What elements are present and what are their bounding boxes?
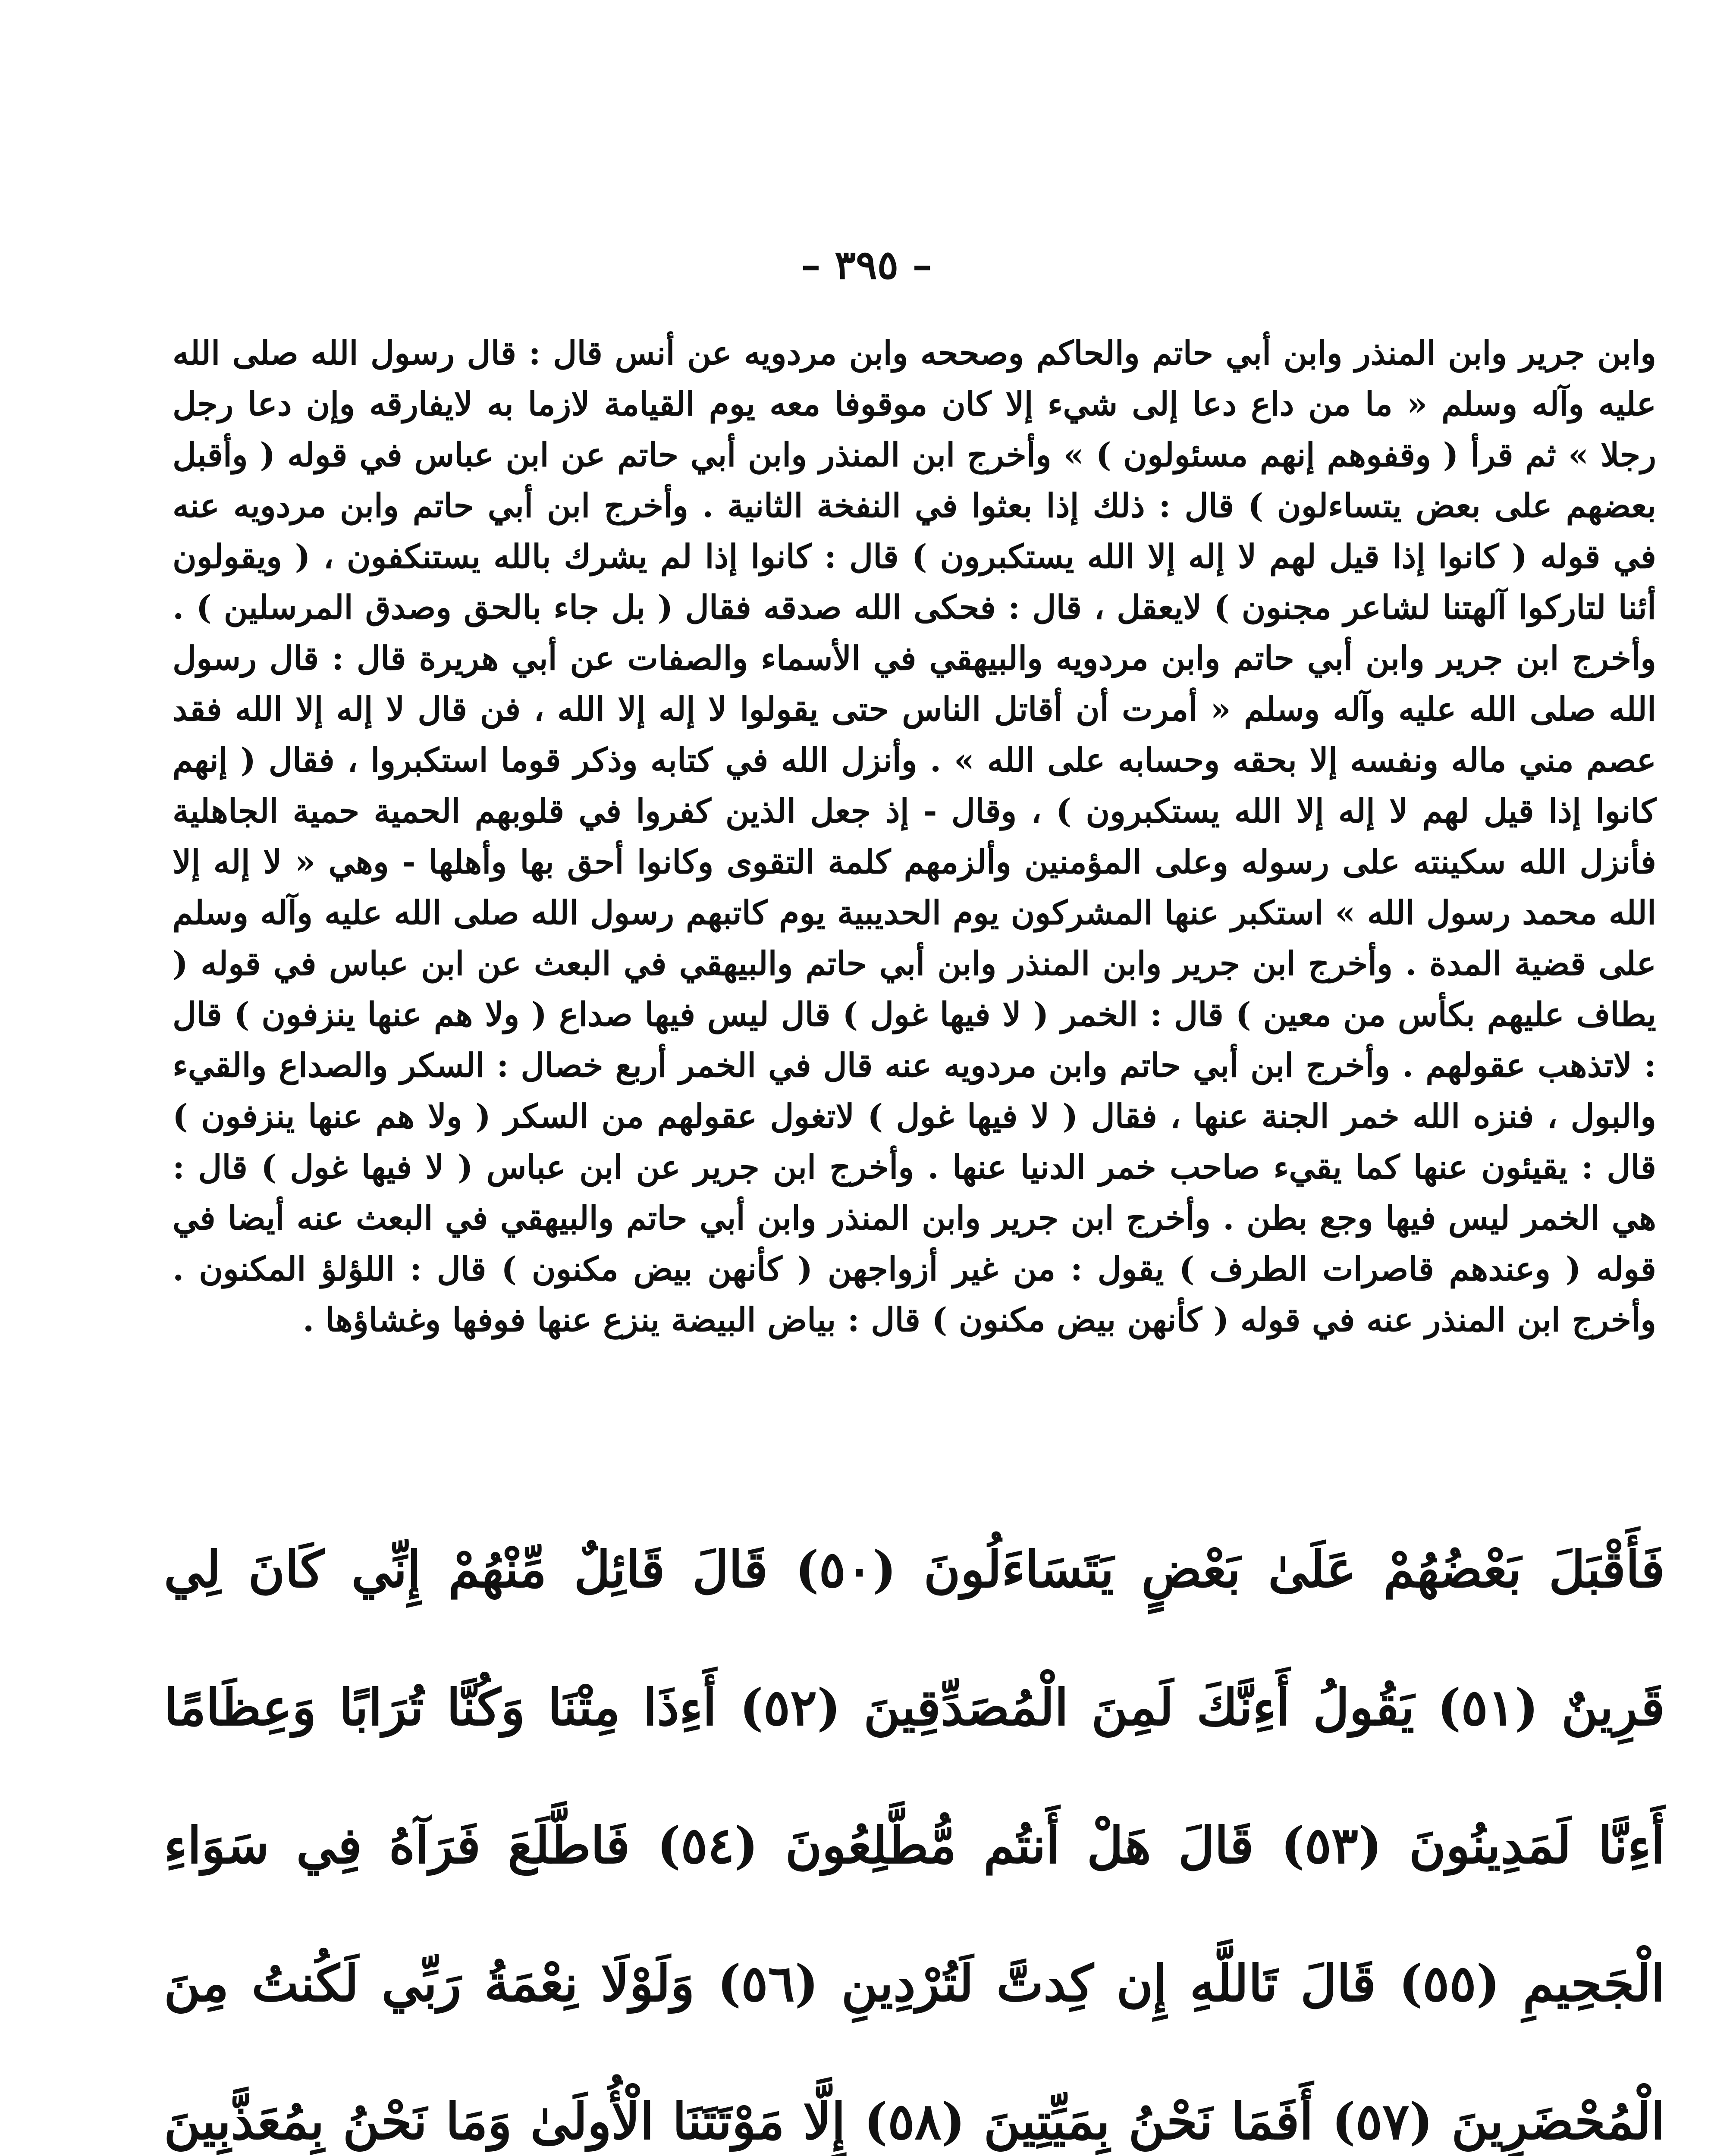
quran-verses-text: فَأَقْبَلَ بَعْضُهُمْ عَلَىٰ بَعْضٍ يَتَسَاءَلُونَ (٥٠) قَالَ قَائِلٌ مِّنْهُمْ إِنِّي كَانَ لِي قَرِينٌ (٥١) يَقُولُ أَءِنَّكَ لَمِنَ الْمُصَدِّقِينَ (٥٢) أَءِذَا مِتْنَا وَكُنَّا تُرَابًا وَعِظَامًا أَءِنَّا لَمَدِينُونَ (٥٣) قَالَ هَلْ أَنتُم مُّطَّلِعُونَ (٥٤) فَاطَّلَعَ فَرَآهُ فِي سَوَاءِ الْجَحِيمِ (٥٥) قَالَ تَاللَّهِ إِن كِدتَّ لَتُرْدِينِ (٥٦) وَلَوْلَا نِعْمَةُ رَبِّي لَكُنتُ مِنَ الْمُحْضَرِينَ (٥٧) أَفَمَا نَحْنُ بِمَيِّتِينَ (٥٨) إِلَّا مَوْتَتَنَا الْأُولَىٰ وَمَا نَحْنُ بِمُعَذَّبِينَ (164, 1540, 1665, 2151)
commentary-paragraph: وابن جرير وابن المنذر وابن أبي حاتم والحاكم وصححه وابن مردويه عن أنس قال : قال رسول الله صلى الله عليه وآله وسلم « ما من داع دعا إلى شيء إلا كان موقوفا معه يوم القيامة لازما به لايفارقه وإن دعا رجل رجلا » ثم قرأ ( وقفوهم إنهم مسئولون ) » وأخرج ابن المنذر وابن أبي حاتم عن ابن عباس في قوله ( وأقبل بعضهم على بعض يتساءلون ) قال : ذلك إذا بعثوا في النفخة الثانية . وأخرج ابن أبي حاتم وابن مردويه عنه في قوله ( كانوا إذا قيل لهم لا إله إلا الله يستكبرون ) قال : كانوا إذا لم يشرك بالله يستنكفون ، ( ويقولون أئنا لتاركوا آلهتنا لشاعر مجنون ) لايعقل ، قال : فحكى الله صدقه فقال ( بل جاء بالحق وصدق المرسلين ) . وأخرج ابن جرير وابن أبي حاتم وابن مردويه والبيهقي في الأسماء والصفات عن أبي هريرة قال : قال رسول الله صلى الله عليه وآله وسلم « أمرت أن أقاتل الناس حتى يقولوا لا إله إلا الله ، فن قال لا إله إلا الله فقد عصم مني ماله ونفسه إلا بحقه وحسابه على الله » . وأنزل الله في كتابه وذكر قوما استكبروا ، فقال ( إنهم كانوا إذا قيل لهم لا إله إلا الله يستكبرون ) ، وقال - إذ جعل الذين كفروا في قلوبهم الحمية حمية الجاهلية فأنزل الله سكينته على رسوله وعلى المؤمنين وألزمهم كلمة التقوى وكانوا أحق بها وأهلها - وهي « لا إله إلا الله محمد رسول الله » استكبر عنها المشركون يوم الحديبية يوم كاتبهم رسول الله صلى الله عليه وآله وسلم على قضية المدة . وأخرج ابن جرير وابن المنذر وابن أبي حاتم والبيهقي في البعث عن ابن عباس في قوله ( يطاف عليهم بكأس من معين ) قال : الخمر ( لا فيها غول ) قال ليس فيها صداع ( ولا هم عنها ينزفون ) قال : لاتذهب عقولهم . وأخرج ابن أبي حاتم وابن مردويه عنه قال في الخمر أربع خصال : السكر والصداع والقيء والبول ، فنزه الله خمر الجنة عنها ، فقال ( لا فيها غول ) لاتغول عقولهم من السكر ( ولا هم عنها ينزفون ) قال : يقيئون عنها كما يقيء صاحب خمر الدنيا عنها . وأخرج ابن جرير عن ابن عباس ( لا فيها غول ) قال : هي الخمر ليس فيها وجع بطن . وأخرج ابن جرير وابن المنذر وابن أبي حاتم والبيهقي في البعث عنه أيضا في قوله ( وعندهم قاصرات الطرف ) يقول : من غير أزواجهن ( كأنهن بيض مكنون ) قال : اللؤلؤ المكنون . وأخرج ابن المنذر عنه في قوله ( كأنهن بيض مكنون ) قال : بياض البيضة ينزع عنها فوفها وغشاؤها . (173, 334, 1657, 1339)
commentary-text-block (173, 328, 1656, 1345)
quran-verses-block (164, 1501, 1665, 2156)
page-number: – ٣٩٥ – (801, 241, 932, 288)
